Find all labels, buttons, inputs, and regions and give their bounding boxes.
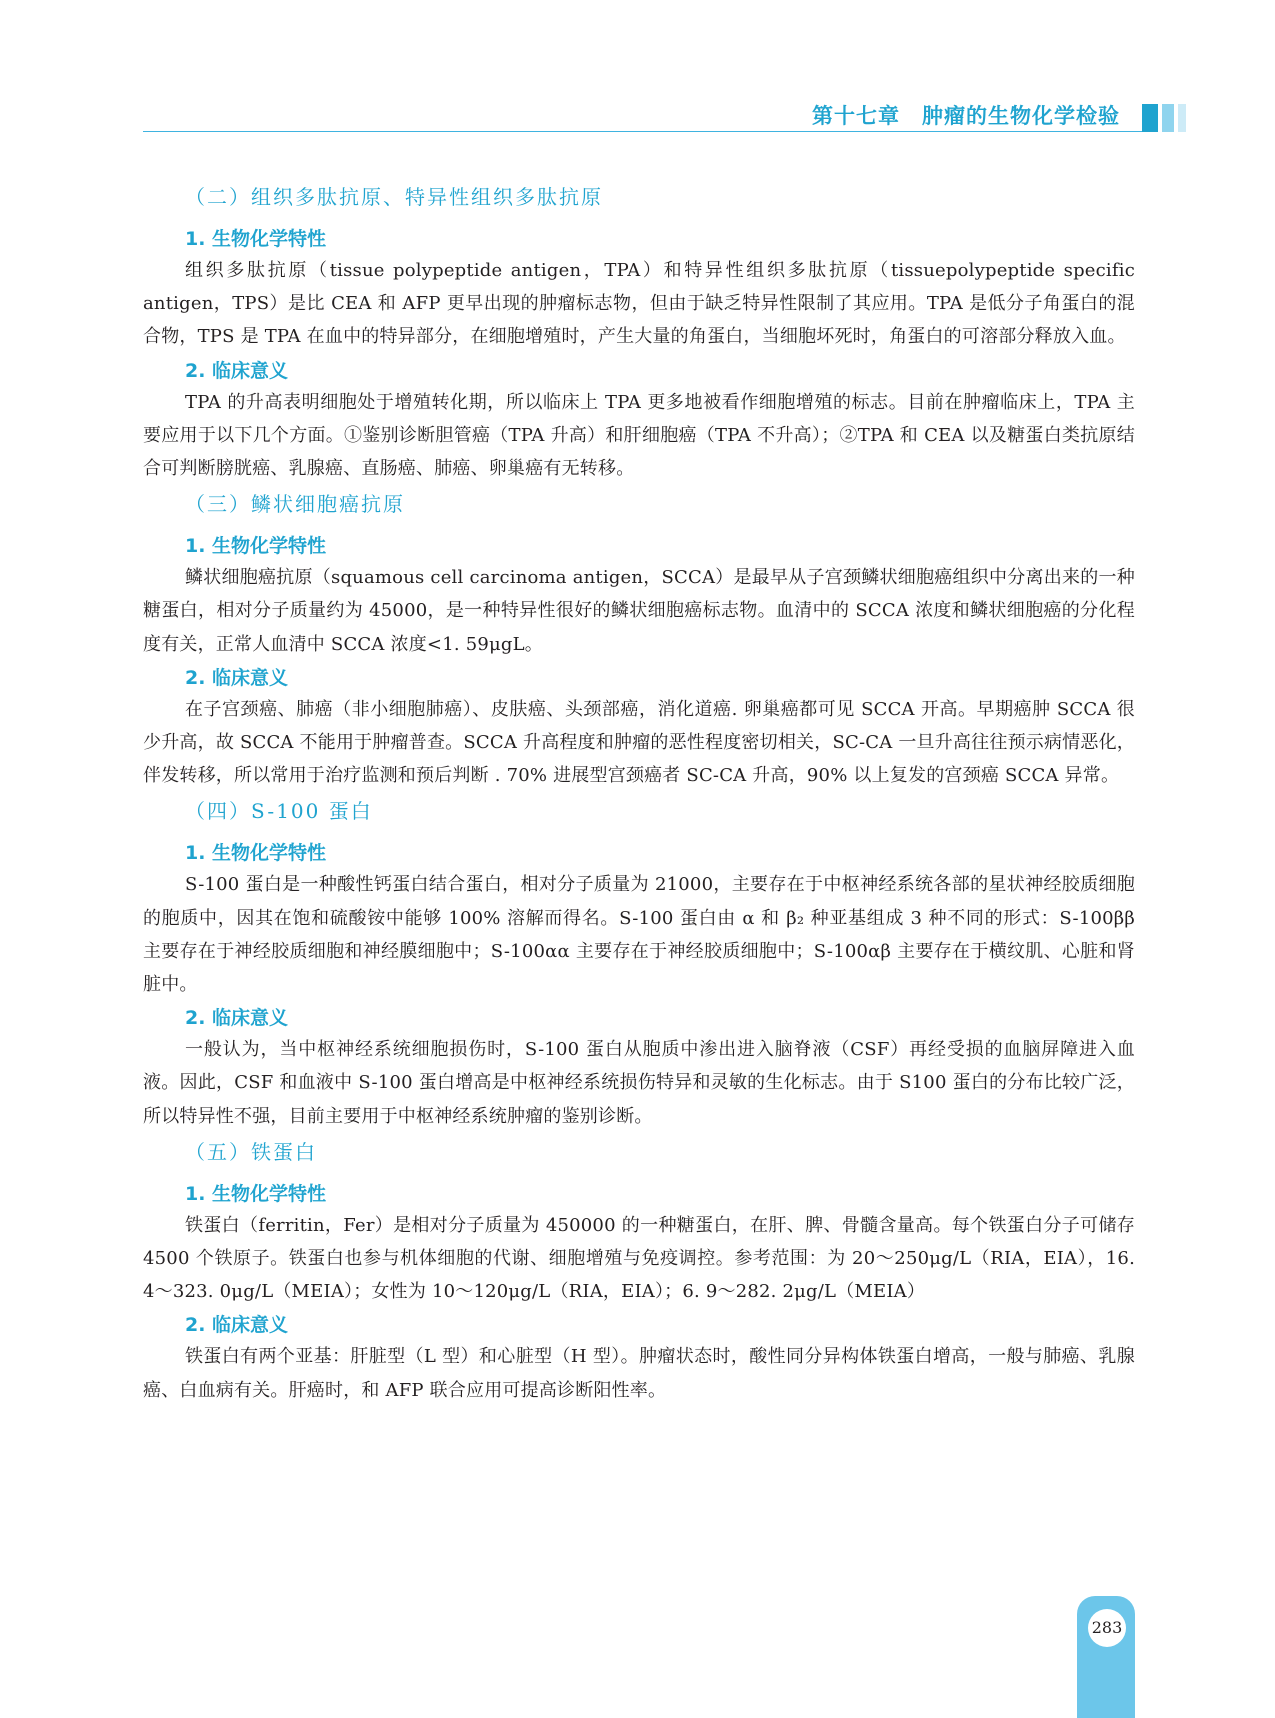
header-rule: [143, 131, 1143, 132]
paragraph: 铁蛋白（ferritin，Fer）是相对分子质量为 450000 的一种糖蛋白，在肝、脾、骨髓含量高。每个铁蛋白分子可储存 4500 个铁原子。铁蛋白也参与机体细胞的代谢、细胞增殖与免疫调控。参考范围：为 20～250μg/L（RIA，EIA），16. 4～323. 0μg/L（MEIA）；女性为 10～120μg/L（RIA，EIA）；6. 9～282. 2μg/L（MEIA）: [143, 1214, 1135, 1303]
subsection-title: 2. 临床意义: [185, 1314, 289, 1337]
subsection-title: 2. 临床意义: [185, 359, 289, 382]
paragraph: 鳞状细胞癌抗原（squamous cell carcinoma antigen，SCCA）是最早从子宫颈鳞状细胞癌组织中分离出来的一种糖蛋白，相对分子质量约为 45000，是一种特异性很好的鳞状细胞癌标志物。血清中的 SCCA 浓度和鳞状细胞癌的分化程度有关，正常人血清中 SCCA 浓度<1. 59μgL。: [143, 567, 1135, 655]
section-title: （四）S-100 蛋白: [185, 799, 373, 824]
chapter-title: 第十七章 肿瘤的生物化学检验: [812, 104, 1120, 128]
page-body: [143, 178, 1135, 1409]
header-color-block: [1142, 104, 1158, 132]
paragraph: 在子宫颈癌、肺癌（非小细胞肺癌）、皮肤癌、头颈部癌，消化道癌. 卵巢癌都可见 SCCA 开高。早期癌肿 SCCA 很少升高，故 SCCA 不能用于肿瘤普查。SCCA 升高程度和肿瘤的恶性程度密切相关，SC-CA 一旦升高往往预示病情恶化，伴发转移，所以常用于治疗监测和预后判断 . 70% 进展型宫颈癌者 SC-CA 升高，90% 以上复发的宫颈癌 SCCA 异常。: [143, 698, 1135, 787]
section-title: （二）组织多肽抗原、特异性组织多肽抗原: [185, 185, 603, 209]
section-title: （五）铁蛋白: [185, 1139, 317, 1164]
subsection-title: 1. 生物化学特性: [185, 228, 327, 250]
paragraph: 组织多肽抗原（tissue polypeptide antigen，TPA）和特异性组织多肽抗原（tissuepolypeptide specific antigen，TPS）是比 CEA 和 AFP 更早出现的肿瘤标志物，但由于缺乏特异性限制了其应用。TPA 是低分子角蛋白的混合物，TPS 是 TPA 在血中的特异部分，在细胞增殖时，产生大量的角蛋白，当细胞坏死时，角蛋白的可溶部分释放入血。: [143, 260, 1135, 348]
subsection-title: 1. 生物化学特性: [185, 842, 327, 865]
paragraph: 一般认为，当中枢神经系统细胞损伤时，S-100 蛋白从胞质中渗出进入脑脊液（CSF）再经受损的血脑屏障进入血液。因此，CSF 和血液中 S-100 蛋白增高是中枢神经系统损伤特异和灵敏的生化标志。由于 S100 蛋白的分布比较广泛，所以特异性不强，目前主要用于中枢神经系统肿瘤的鉴别诊断。: [143, 1039, 1135, 1127]
subsection-title: 1. 生物化学特性: [185, 535, 327, 558]
subsection-title: 1. 生物化学特性: [185, 1182, 327, 1205]
paragraph: 铁蛋白有两个亚基：肝脏型（L 型）和心脏型（H 型）。肿瘤状态时，酸性同分异构体铁蛋白增高，一般与肺癌、乳腺癌、白血病有关。肝癌时，和 AFP 联合应用可提高诊断阳性率。: [143, 1346, 1135, 1401]
header-color-block: [1178, 104, 1186, 132]
subsection-title: 2. 临床意义: [185, 1007, 289, 1030]
page-number: 283: [1088, 1609, 1126, 1647]
subsection-title: 2. 临床意义: [185, 666, 289, 689]
paragraph: S-100 蛋白是一种酸性钙蛋白结合蛋白，相对分子质量为 21000，主要存在于中枢神经系统各部的星状神经胶质细胞的胞质中，因其在饱和硫酸铵中能够 100% 溶解而得名。S-100 蛋白由 α 和 β₂ 种亚基组成 3 种不同的形式：S-100ββ 主要存在于神经胶质细胞和神经膜细胞中；S-100αα 主要存在于神经胶质细胞中；S-100αβ 主要存在于横纹肌、心脏和肾脏中。: [143, 874, 1135, 996]
section-title: （三）鳞状细胞癌抗原: [185, 492, 405, 517]
paragraph: TPA 的升高表明细胞处于增殖转化期，所以临床上 TPA 更多地被看作细胞增殖的标志。目前在肿瘤临床上，TPA 主要应用于以下几个方面。①鉴别诊断胆管癌（TPA 升高）和肝细胞癌（TPA 不升高）；②TPA 和 CEA 以及糖蛋白类抗原结合可判断膀胱癌、乳腺癌、直肠癌、肺癌、卵巢癌有无转移。: [143, 391, 1135, 480]
header-color-block: [1162, 104, 1174, 132]
